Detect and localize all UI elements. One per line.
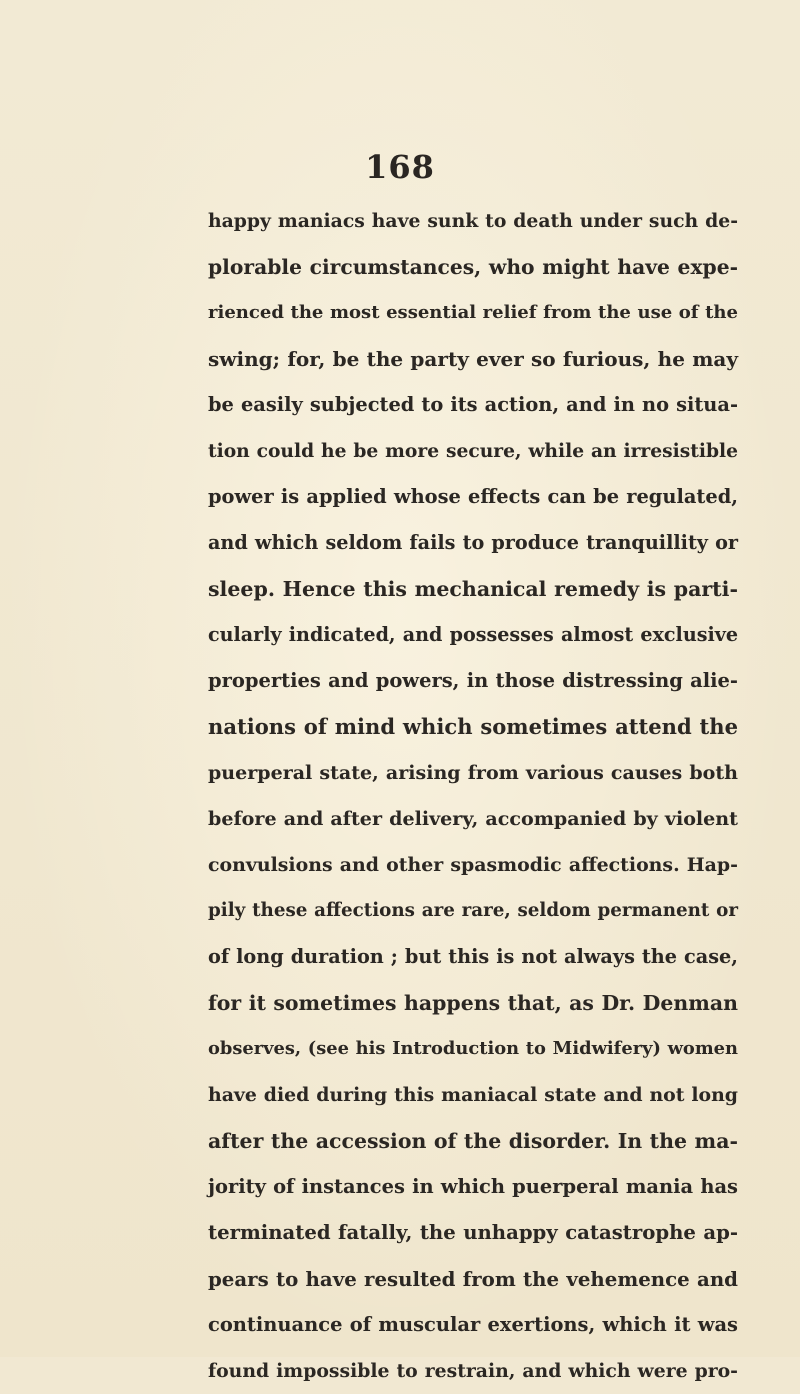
page-number: 168: [365, 148, 435, 186]
text-line: puerperal state, arising from various causes both: [208, 762, 738, 784]
text-line: power is applied whose effects can be regulated,: [208, 485, 738, 508]
text-line: sleep. Hence this mechanical remedy is parti-: [208, 577, 738, 601]
text-line: convulsions and other spasmodic affections. Hap-: [208, 854, 738, 876]
body-text: [208, 198, 738, 1394]
text-line: properties and powers, in those distressing alie-: [208, 669, 738, 692]
text-line: have died during this maniacal state and not long: [208, 1084, 738, 1106]
text-line: after the accession of the disorder. In the ma-: [208, 1129, 738, 1153]
text-line: pears to have resulted from the vehemence and: [208, 1267, 738, 1291]
text-line: swing; for, be the party ever so furious, he may: [208, 347, 738, 371]
text-line: found impossible to restrain, and which were pro-: [208, 1360, 738, 1382]
text-line: nations of mind which sometimes attend the: [208, 714, 738, 739]
text-line: plorable circumstances, who might have expe-: [208, 255, 738, 279]
text-line: jority of instances in which puerperal mania has: [208, 1175, 738, 1198]
text-line: happy maniacs have sunk to death under such de-: [208, 210, 738, 232]
text-line: pily these affections are rare, seldom permanent or: [208, 900, 738, 921]
text-line: be easily subjected to its action, and in no situa-: [208, 393, 738, 416]
text-line: rienced the most essential relief from the use of the: [208, 302, 738, 323]
text-line: and which seldom fails to produce tranquillity or: [208, 531, 738, 554]
text-line: observes, (see his Introduction to Midwifery) women: [208, 1038, 738, 1059]
text-line: continuance of muscular exertions, which it was: [208, 1313, 738, 1336]
text-line: terminated fatally, the unhappy catastrophe ap-: [208, 1221, 738, 1244]
text-line: cularly indicated, and possesses almost exclusive: [208, 623, 738, 646]
text-line: tion could he be more secure, while an irresistible: [208, 440, 738, 462]
text-line: for it sometimes happens that, as Dr. Denman: [208, 991, 738, 1015]
text-line: of long duration ; but this is not always the case,: [208, 945, 738, 968]
text-line: before and after delivery, accompanied by violent: [208, 808, 738, 830]
